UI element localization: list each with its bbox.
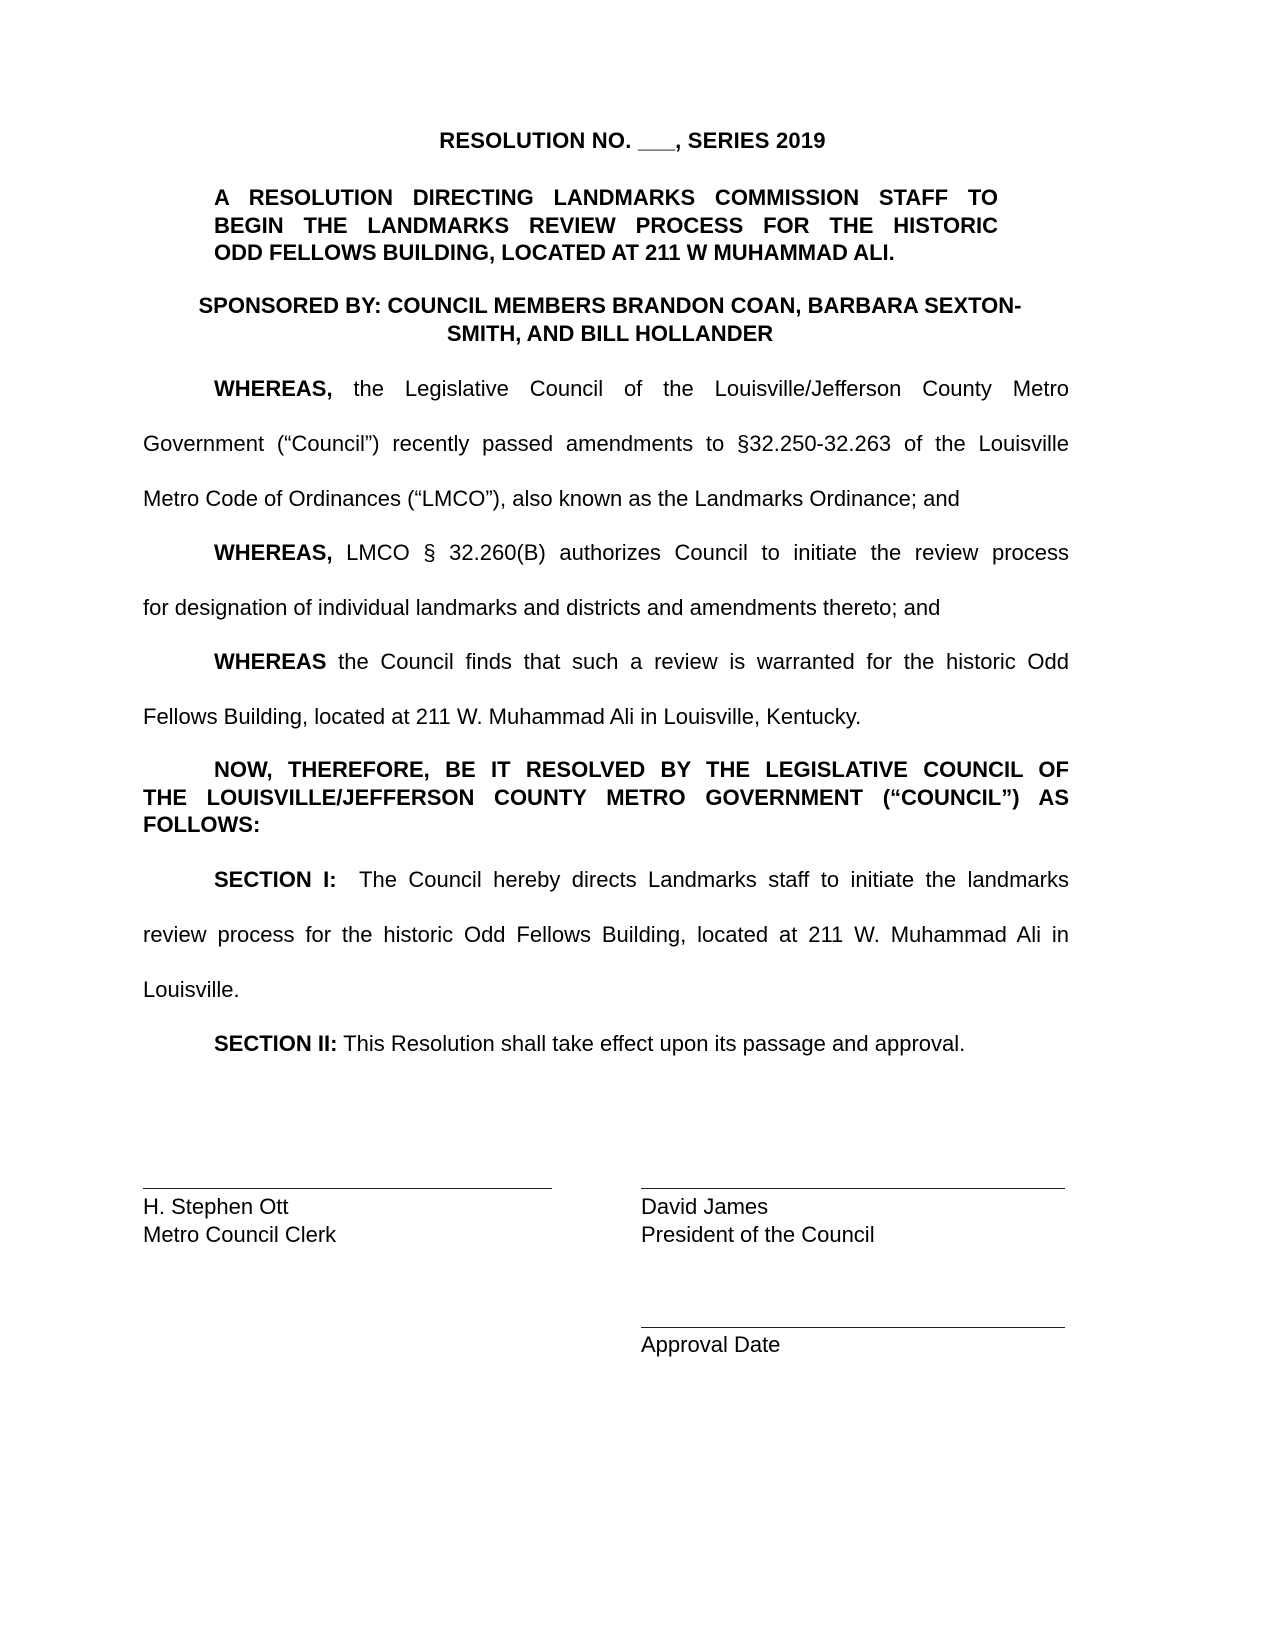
sponsors — [150, 292, 1070, 347]
whereas-clause-2 — [143, 525, 1069, 635]
sponsor-line: SMITH, AND BILL HOLLANDER — [446, 320, 774, 346]
approval-date-block — [641, 1331, 780, 1359]
caption-line: BEGIN THE LANDMARKS REVIEW PROCESS FOR THE HISTORIC — [214, 212, 998, 238]
resolution-title: RESOLUTION NO. ___, SERIES 2019 — [439, 128, 826, 153]
paragraph-line: WHEREAS, LMCO § 32.260(B) authorizes Council to initiate the review process — [214, 540, 1069, 565]
paragraph-line: review process for the historic Odd Fellows Building, located at 211 W. Muhammad Ali in — [143, 922, 1069, 947]
section-2 — [143, 1016, 1069, 1071]
section-1 — [143, 852, 1069, 1017]
clerk-title: Metro Council Clerk — [143, 1222, 337, 1247]
clerk-name: H. Stephen Ott — [143, 1194, 289, 1219]
paragraph-line: Fellows Building, located at 211 W. Muhammad Ali in Louisville, Kentucky. — [143, 704, 862, 729]
paragraph-line: SECTION I: The Council hereby directs Landmarks staff to initiate the landmarks — [214, 867, 1069, 892]
whereas-label: WHEREAS — [214, 649, 327, 674]
approval-date-line — [641, 1327, 1065, 1328]
whereas-clause-3 — [143, 634, 1069, 744]
paragraph-line: for designation of individual landmarks and districts and amendments thereto; and — [143, 595, 941, 620]
president-name: David James — [641, 1194, 769, 1219]
caption-line: A RESOLUTION DIRECTING LANDMARKS COMMISSION STAFF TO — [214, 185, 998, 210]
president-signature-line — [641, 1188, 1065, 1189]
paragraph-line: Metro Code of Ordinances (“LMCO”), also known as the Landmarks Ordinance; and — [143, 486, 960, 511]
whereas-label: WHEREAS, — [214, 376, 333, 401]
resolve-line: THE LOUISVILLE/JEFFERSON COUNTY METRO GOVERNMENT (“COUNCIL”) AS — [143, 784, 1069, 810]
paragraph-line: SECTION II: This Resolution shall take effect upon its passage and approval. — [214, 1031, 966, 1056]
whereas-label: WHEREAS, — [214, 540, 333, 565]
caption-line: ODD FELLOWS BUILDING, LOCATED AT 211 W MUHAMMAD ALI. — [214, 240, 895, 265]
clerk-signature-block — [143, 1193, 336, 1249]
paragraph-line: Government (“Council”) recently passed amendments to §32.250-32.263 of the Louisville — [143, 431, 1069, 456]
resolve-line: FOLLOWS: — [143, 812, 261, 837]
section-label: SECTION II: — [214, 1031, 338, 1056]
resolve-line: NOW, THEREFORE, BE IT RESOLVED BY THE LEGISLATIVE COUNCIL OF — [214, 757, 1069, 782]
sponsor-line: SPONSORED BY: COUNCIL MEMBERS BRANDON COAN, BARBARA SEXTON- — [198, 293, 1022, 318]
approval-date-label: Approval Date — [641, 1332, 781, 1357]
section-label: SECTION I: — [214, 867, 337, 892]
president-title: President of the Council — [641, 1222, 875, 1247]
paragraph-line: WHEREAS the Council finds that such a review is warranted for the historic Odd — [214, 649, 1069, 674]
whereas-clause-1 — [143, 361, 1069, 526]
resolution-caption — [214, 184, 998, 267]
clerk-signature-line — [143, 1188, 552, 1189]
paragraph-line: WHEREAS, the Legislative Council of the Louisville/Jefferson County Metro — [214, 376, 1069, 401]
resolving-clause — [143, 756, 1069, 839]
president-signature-block — [641, 1193, 875, 1249]
paragraph-line: Louisville. — [143, 977, 240, 1002]
